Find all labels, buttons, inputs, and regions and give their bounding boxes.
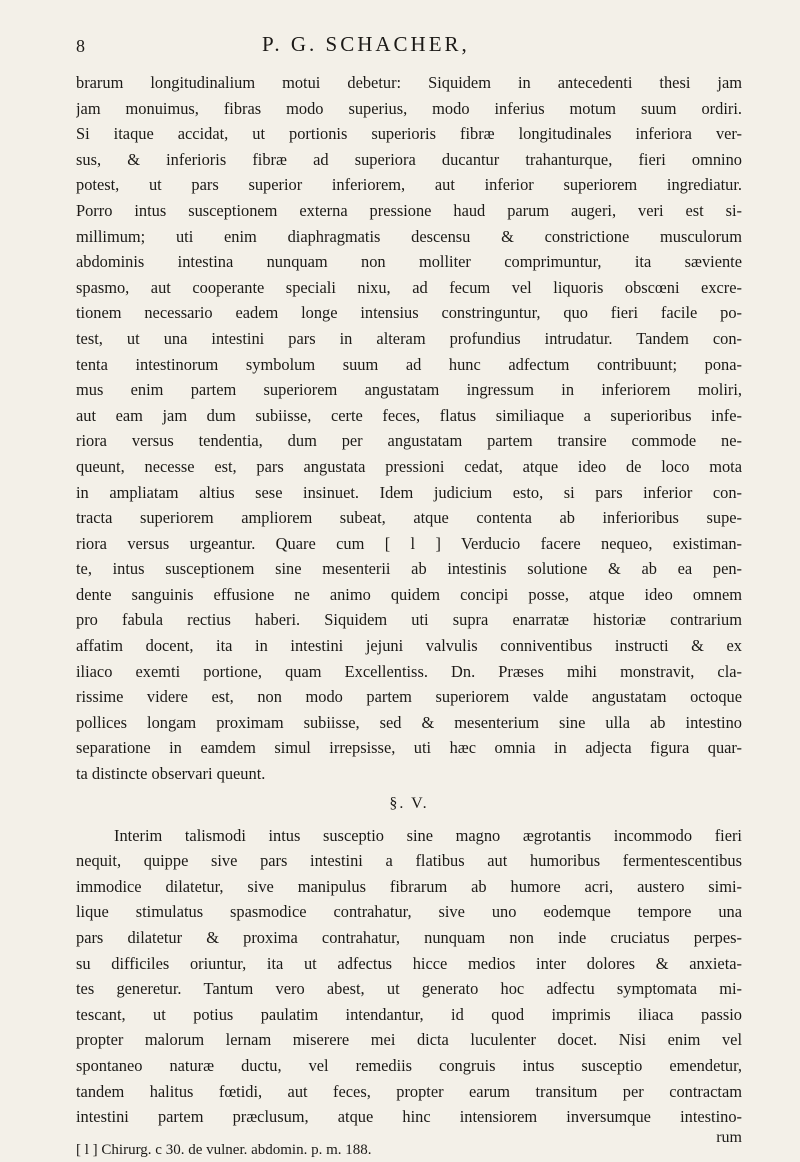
- text-line: te, intus susceptionem sine mesenterii ab intestinis solutione & ab ea pen-: [76, 559, 742, 579]
- text-line: brarum longitudinalium motui debetur: Siquidem in antecedenti thesi jam: [76, 73, 742, 92]
- spacer: [76, 1130, 742, 1138]
- text-line: riora versus urgeantur. Quare cum [ l ] Verducio facere nequeo, existiman-: [76, 533, 742, 553]
- text-line: tandem halitus fœtidi, aut feces, propter earum transitum per contractam: [76, 1081, 742, 1101]
- text-line: spasmo, aut cooperante speciali nixu, ad fecum vel liquoris obscœni excre-: [76, 277, 742, 297]
- text-line: pro fabula rectius haberi. Siquidem uti supra enarratæ historiæ contrarium: [76, 610, 742, 630]
- text-line: test, ut una intestini pars in alteram profundius intrudatur. Tandem con-: [76, 328, 742, 348]
- text-line: propter malorum lernam miserere mei dicta luculenter docet. Nisi enim vel: [76, 1030, 742, 1050]
- page-header: [76, 30, 742, 70]
- text-line: iliaco exemti portione, quam Excellentiss. Dn. Præses mihi monstravit, cla-: [76, 661, 742, 681]
- catchword: rum: [716, 1128, 742, 1146]
- text-line: lique stimulatus spasmodice contrahatur, sive uno eodemque tempore una: [76, 902, 742, 922]
- text-line: dente sanguinis effusione ne animo quidem concipi posse, atque ideo omnem: [76, 584, 742, 604]
- text-line: Interim talismodi intus susceptio sine magno ægrotantis incommodo fieri: [114, 825, 742, 845]
- text-line: Si itaque accidat, ut portionis superioris fibræ longitudinales inferiora ver-: [76, 124, 742, 144]
- running-title: P. G. SCHACHER,: [262, 32, 470, 56]
- text-line: rissime videre est, non modo partem superiorem valde angustatam octoque: [76, 687, 742, 707]
- text-line: potest, ut pars superior inferiorem, aut inferior superiorem ingrediatur.: [76, 175, 742, 195]
- page-footer: [76, 1128, 742, 1162]
- text-line: immodice dilatetur, sive manipulus fibrarum ab humore acri, austero simi-: [76, 876, 742, 896]
- text-line: intestini partem præclusum, atque hinc intensiorem inversumque intestino-: [76, 1107, 742, 1127]
- text-line: aut eam jam dum subiisse, certe feces, flatus similiaque a superioribus infe-: [76, 405, 742, 425]
- text-line: ta distincte observari queunt.: [76, 764, 266, 784]
- text-line: nequit, quippe sive pars intestini a flatibus aut humoribus fermentescentibus: [76, 851, 742, 871]
- text-line: affatim docent, ita in intestini jejuni valvulis conniventibus instructi & ex: [76, 636, 742, 656]
- text-line: su difficiles oriuntur, ita ut adfectus hicce medios inter dolores & anxieta-: [76, 953, 742, 973]
- paragraph-2: [76, 823, 742, 1130]
- text-line: tescant, ut potius paulatim intendantur, id quod imprimis iliaca passio: [76, 1004, 742, 1024]
- text-line: mus enim partem superiorem angustatam ingressum in inferiorem moliri,: [76, 380, 742, 400]
- text-line: separatione in eamdem simul irrepsisse, uti hæc omnia in adjecta figura quar-: [76, 738, 742, 758]
- text-line: tes generetur. Tantum vero abest, ut generato hoc adfectu symptomata mi-: [76, 979, 742, 999]
- text-line: riora versus tendentia, dum per angustatam partem transire commode ne-: [76, 431, 742, 451]
- paragraph-1: [76, 70, 742, 787]
- text-line: queunt, necesse est, pars angustata pressioni cedat, atque ideo de loco mota: [76, 456, 742, 476]
- text-line: abdominis intestina nunquam non molliter comprimuntur, ita sæviente: [76, 252, 742, 272]
- text-line: pars dilatetur & proxima contrahatur, nunquam non inde cruciatus perpes-: [76, 928, 742, 947]
- page-number: 8: [76, 36, 88, 56]
- text-line: pollices longam proximam subiisse, sed & mesenterium sine ulla ab intestino: [76, 712, 742, 732]
- text-line: tracta superiorem ampliorem subeat, atque contenta ab inferioribus supe-: [76, 508, 742, 528]
- section-heading: §. V.: [389, 794, 429, 812]
- text-line: sus, & inferioris fibræ ad superiora ducantur trahanturque, fieri omnino: [76, 149, 742, 169]
- footnote: [ l ] Chirurg. c 30. de vulner. abdomin. p. m. 188.: [76, 1141, 372, 1158]
- text-line: tenta intestinorum symbolum suum ad hunc adfectum contribuunt; pona-: [76, 354, 742, 374]
- text-line: millimum; uti enim diaphragmatis descensu & constrictione musculorum: [76, 226, 742, 246]
- text-line: tionem necessario eadem longe intensius constringuntur, quo fieri facile po-: [76, 303, 742, 323]
- text-line: jam monuimus, fibras modo superius, modo inferius motum suum ordiri.: [76, 98, 742, 118]
- text-line: Porro intus susceptionem externa pressione haud parum augeri, veri est si-: [76, 200, 742, 220]
- text-line: spontaneo naturæ ductu, vel remediis congruis intus susceptio emendetur,: [76, 1055, 742, 1075]
- text-line: in ampliatam altius sese insinuet. Idem judicium esto, si pars inferior con-: [76, 482, 742, 502]
